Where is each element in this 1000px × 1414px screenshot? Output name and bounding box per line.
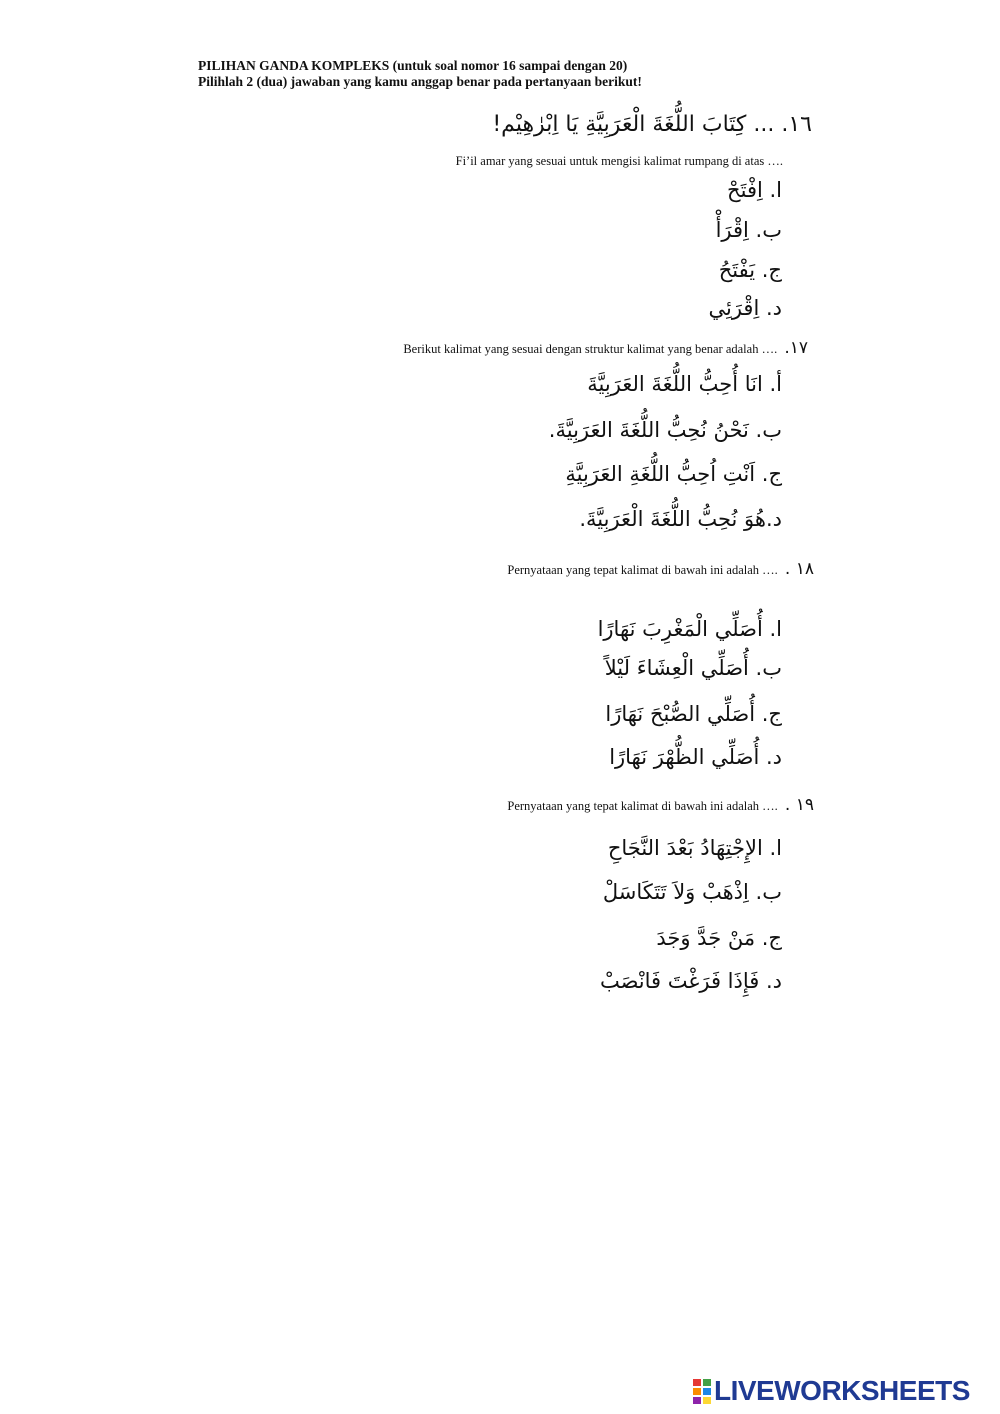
- section-title: PILIHAN GANDA KOMPLEKS (untuk soal nomor 16 sampai dengan 20): [198, 58, 628, 73]
- q17-option-b[interactable]: ب. نَحْنُ نُحِبُّ اللُّغَةَ العَرَبِيَّةَ.: [548, 418, 782, 442]
- q18-option-a[interactable]: ا. أُصَلِّي الْمَغْرِبَ نَهَارًا: [597, 617, 782, 641]
- logo-square: [693, 1379, 701, 1386]
- logo-square: [703, 1379, 711, 1386]
- q17-option-a[interactable]: أ. انَا أُحِبُّ اللُّغَةَ العَرَبِيَّةَ: [587, 372, 782, 396]
- q16-option-a[interactable]: ا. اِفْتَحْ: [727, 178, 782, 202]
- q16-option-b[interactable]: ب. اِقْرَأْ: [715, 218, 782, 242]
- q18-instruction-text: Pernyataan yang tepat kalimat di bawah ini adalah ….: [507, 563, 778, 577]
- q19-option-d[interactable]: د. فَإِذَا فَرَغْتَ فَانْصَبْ: [599, 969, 782, 993]
- q18-instruction: [507, 559, 814, 579]
- logo-square: [693, 1397, 701, 1404]
- logo-square: [703, 1397, 711, 1404]
- section-instruction: Pilihlah 2 (dua) jawaban yang kamu anggap benar pada pertanyaan berikut!: [198, 74, 642, 89]
- q19-number: . ١٩: [784, 795, 814, 815]
- q17-option-d[interactable]: د.هُوَ نُحِبُّ اللُّغَةَ الْعَرَبِيَّةَ.: [579, 507, 782, 531]
- q19-option-c[interactable]: ج. مَنْ جَدَّ وَجَدَ: [656, 926, 782, 950]
- section-header: [198, 58, 898, 90]
- q18-option-c[interactable]: ج. أُصَلِّي الصُّبْحَ نَهَارًا: [605, 702, 782, 726]
- logo-square: [703, 1388, 711, 1395]
- q17-number: .١٧: [784, 338, 808, 358]
- q17-option-c[interactable]: ج. اَنْتِ اُحِبُّ اللُّغَةِ العَرَبِيَّةِ: [565, 462, 782, 486]
- brand-name: LIVEWORKSHEETS: [714, 1375, 970, 1406]
- q18-option-b[interactable]: ب. أُصَلِّي الْعِشَاءَ لَيْلاً: [604, 656, 782, 680]
- q16-instruction-text: Fi’il amar yang sesuai untuk mengisi kalimat rumpang di atas ….: [455, 154, 783, 168]
- q16-stem: ١٦. ... كِتَابَ اللُّغَةَ الْعَرَبِيَّةِ يَا اِبْرٰهِيْم!: [492, 112, 812, 137]
- q18-number: . ١٨: [784, 559, 814, 579]
- q19-instruction: [507, 795, 814, 815]
- q16-option-d[interactable]: د. اِقْرَئِي: [708, 296, 782, 320]
- logo-square: [693, 1388, 701, 1395]
- q17-instruction-text: Berikut kalimat yang sesuai dengan struktur kalimat yang benar adalah ….: [403, 342, 778, 356]
- q19-option-b[interactable]: ب. اِذْهَبْ وَلاَ تَتَكَاسَلْ: [602, 880, 782, 904]
- q17-instruction: [403, 338, 808, 358]
- q18-option-d[interactable]: د. أُصَلِّي الظُّهْرَ نَهَارًا: [609, 745, 782, 769]
- q16-instruction: [456, 154, 783, 169]
- liveworksheets-logo-icon: [693, 1379, 711, 1403]
- liveworksheets-logo: [693, 1376, 993, 1406]
- q19-option-a[interactable]: ا. الإِجْتِهَادُ بَعْدَ النَّجَاحِ: [607, 836, 782, 860]
- q16-option-c[interactable]: ج. يَفْتَحُ: [718, 258, 782, 282]
- q19-instruction-text: Pernyataan yang tepat kalimat di bawah ini adalah ….: [507, 799, 778, 813]
